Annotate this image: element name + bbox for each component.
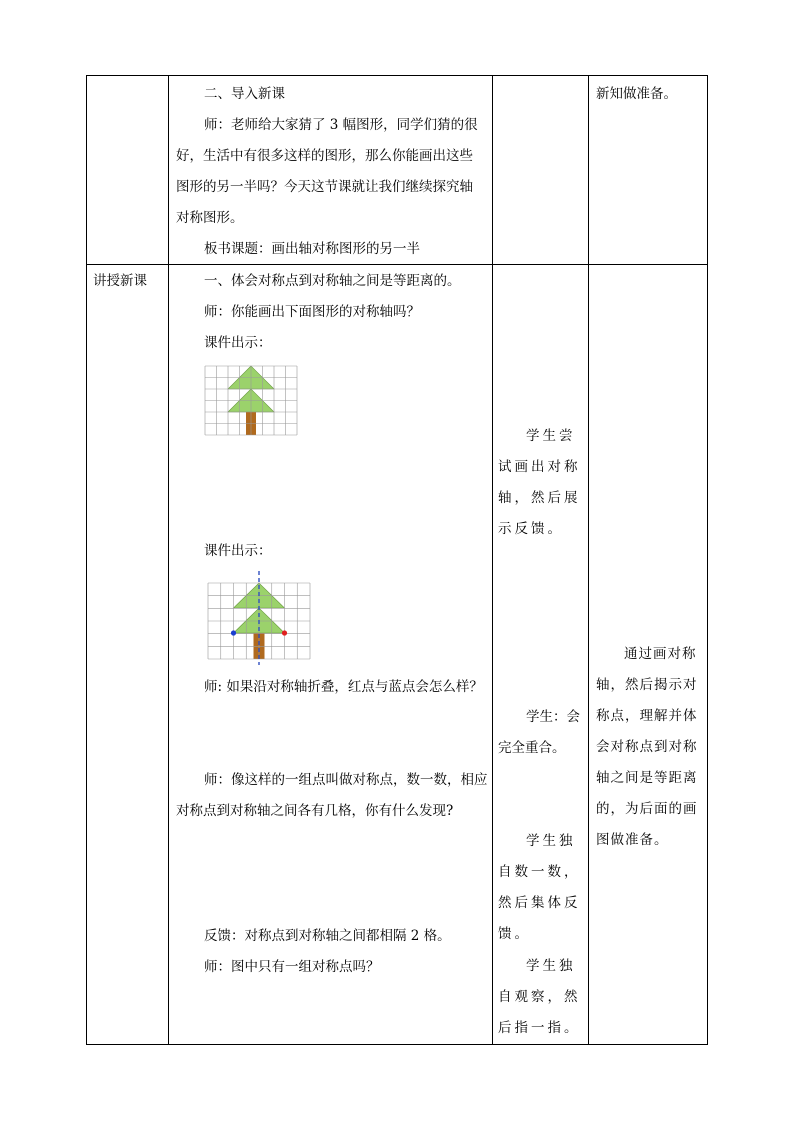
row2-design-intent: 通过画对称轴，然后揭示对称点，理解并体会对称点到对称轴之间是等距离的，为后面的画图做准备。 (596, 646, 698, 848)
tree-figure-1 (205, 366, 297, 435)
row2-student-activity-4: 学生独自观察，然后指一指。 (498, 958, 581, 1036)
table-border-top (86, 75, 708, 76)
row2-question-3: 师：像这样的一组点叫做对称点，数一数，相应对称点到对称轴之间各有几格，你有什么发现? (176, 772, 488, 819)
row1-board-title: 板书课题：画出轴对称图形的另一半 (204, 241, 420, 257)
row1-heading: 二、导入新课 (204, 86, 285, 102)
table-col-divider-1 (168, 75, 169, 1045)
row2-question-4: 师：图中只有一组对称点吗？ (204, 959, 380, 975)
table-border-left (86, 75, 87, 1045)
table-border-right (707, 75, 708, 1045)
table-border-bottom (86, 1044, 708, 1045)
row2-stage-label: 讲授新课 (93, 273, 147, 289)
table-col-divider-2 (492, 75, 493, 1045)
row2-student-activity-2: 学生：会完全重合。 (498, 709, 580, 756)
row2-student-activity-3: 学生独自数一数，然后集体反馈。 (498, 833, 581, 942)
row2-section-title: 一、体会对称点到对称轴之间是等距离的。 (204, 273, 461, 289)
row2-feedback: 反馈：对称点到对称轴之间都相隔 2 格。 (204, 928, 451, 944)
row1-teacher-paragraph: 师：老师给大家猜了 3 幅图形，同学们猜的很好，生活中有很多这样的图形，那么你能画出这些图形的另一半吗？今天这节课就让我们继续探究轴对称图形。 (176, 117, 478, 226)
red-point (282, 630, 287, 635)
row2-question-1: 师：你能画出下面图形的对称轴吗？ (204, 304, 420, 320)
row1-design-intent: 新知做准备。 (596, 86, 677, 102)
table-col-divider-3 (588, 75, 589, 1045)
row2-student-activity-1: 学生尝试画出对称轴，然后展示反馈。 (498, 428, 581, 537)
row2-question-2: 师: 如果沿对称轴折叠，红点与蓝点会怎么样？ (204, 679, 483, 695)
blue-point (231, 630, 236, 635)
tree-figure-2 (208, 583, 310, 659)
row2-courseware-1: 课件出示： (204, 335, 272, 351)
row2-courseware-2: 课件出示： (204, 543, 272, 559)
